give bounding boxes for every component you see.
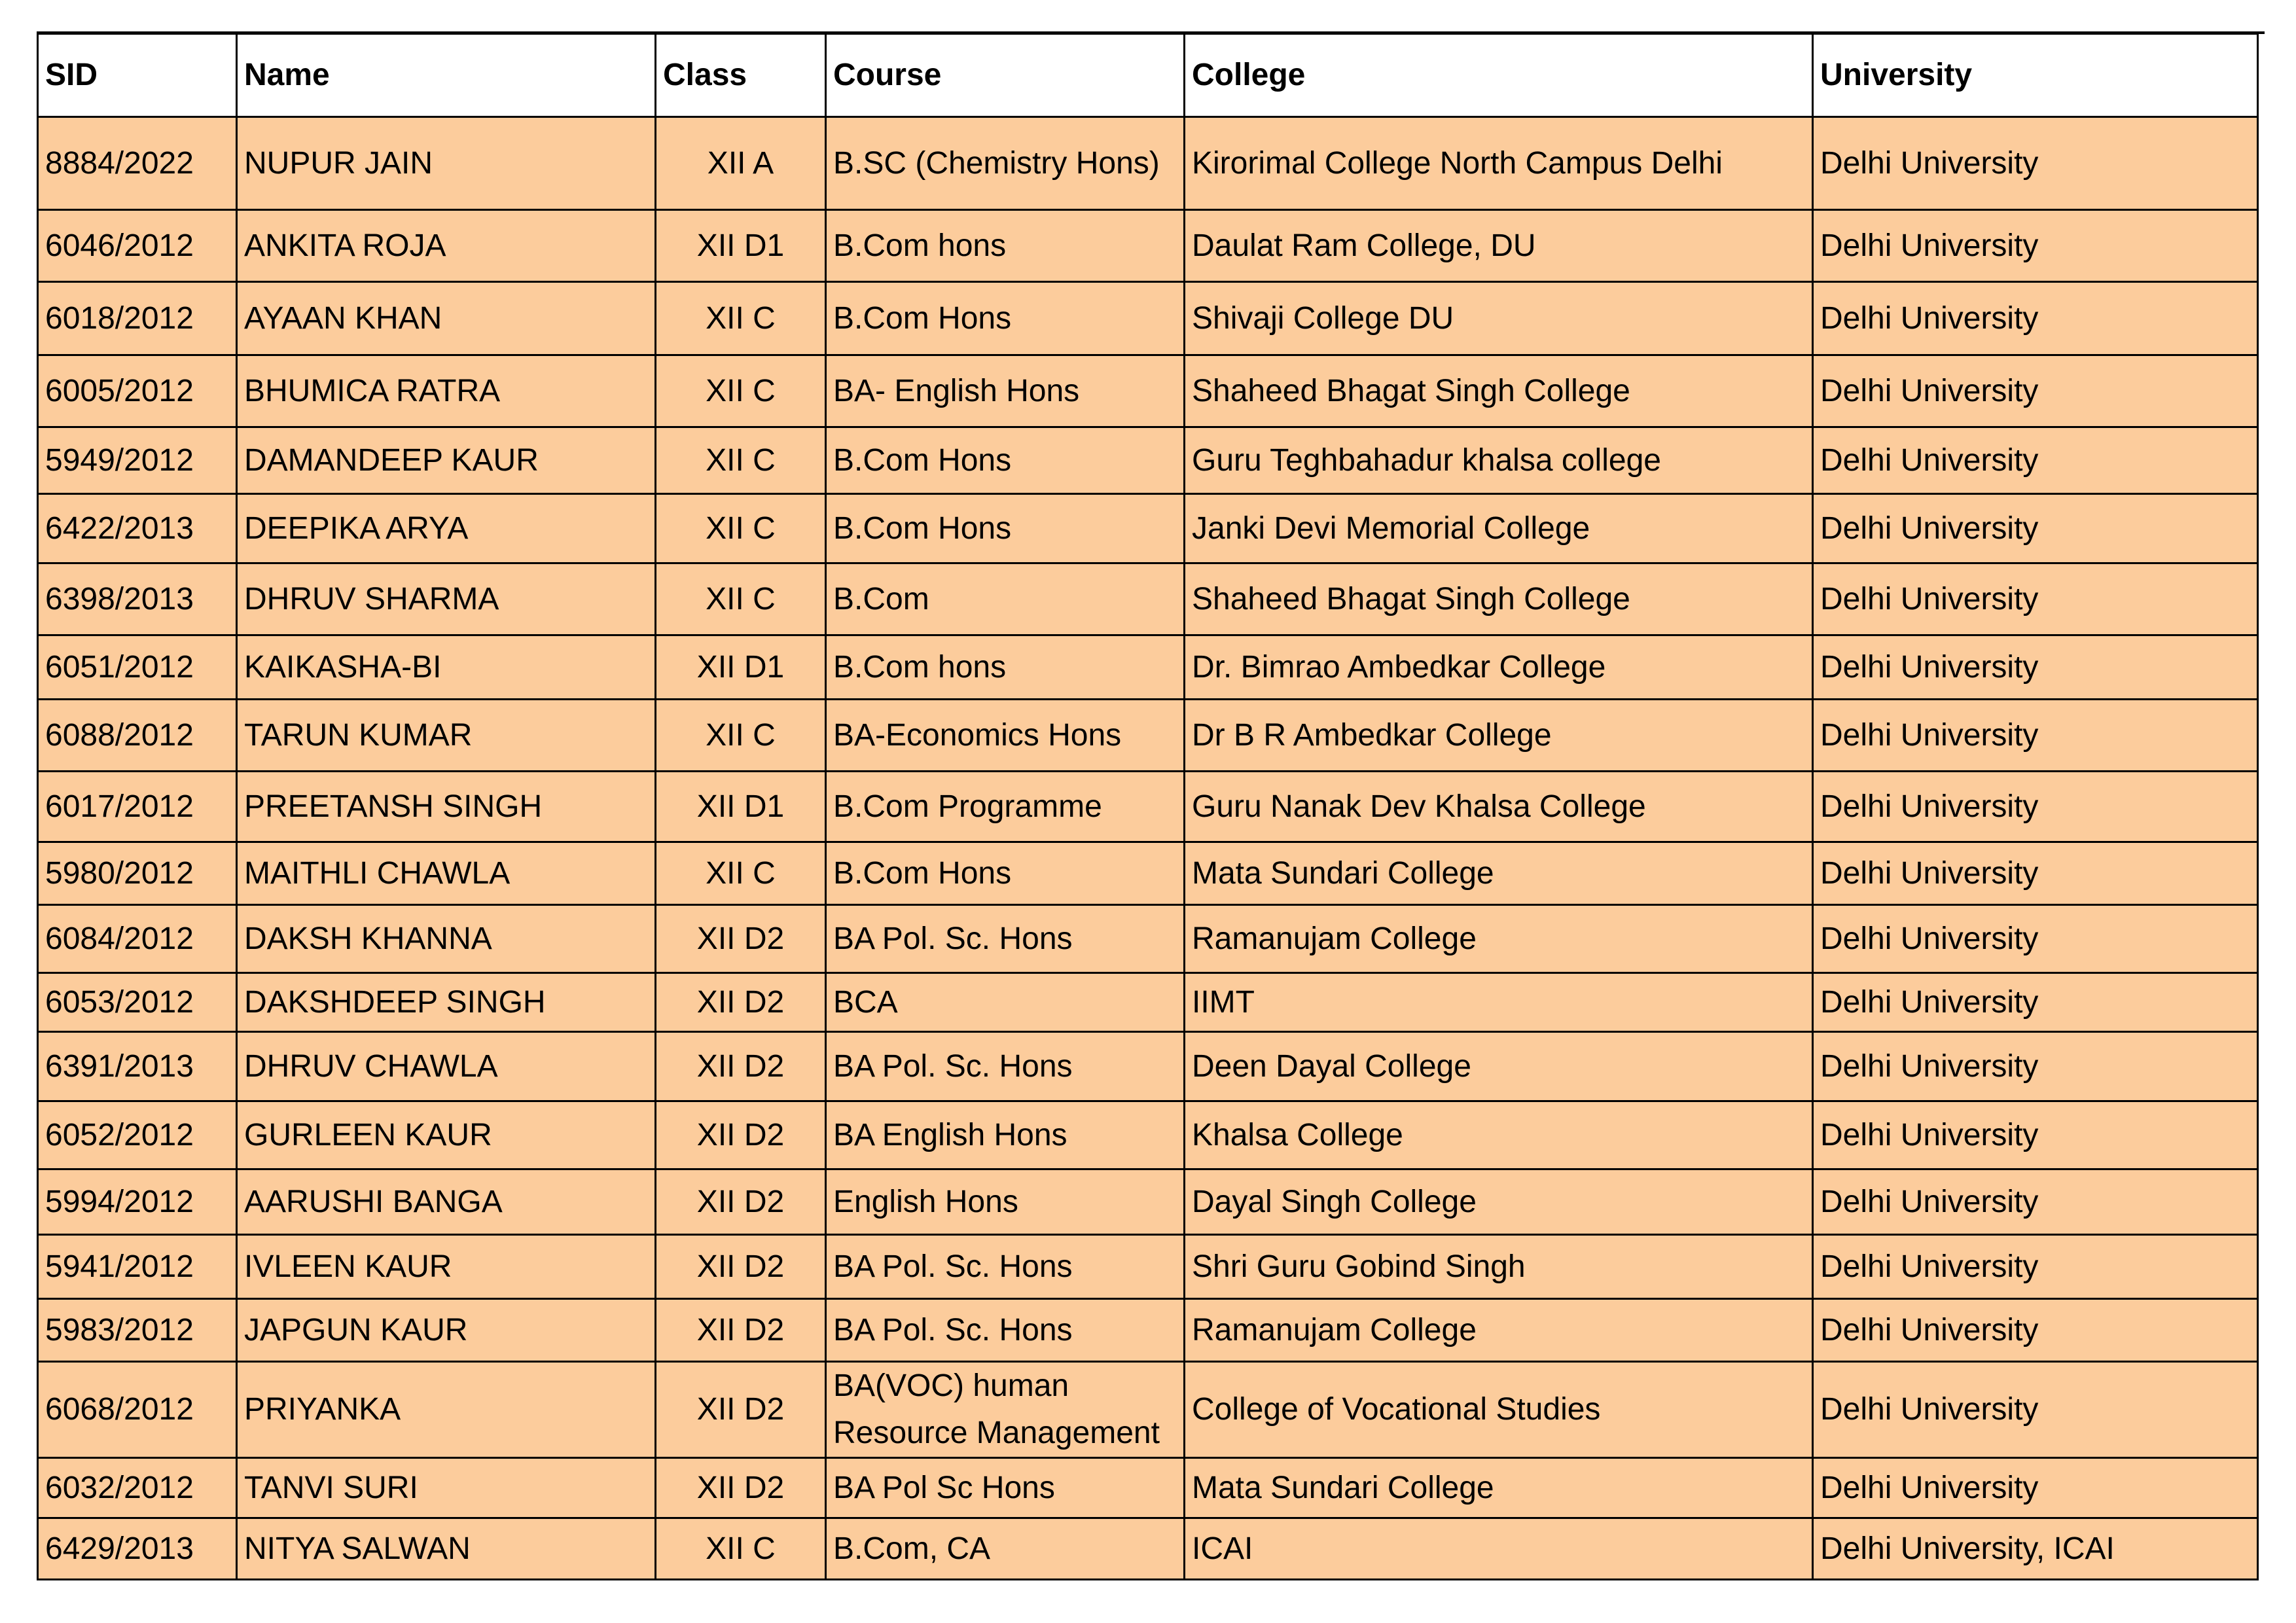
table-row <box>38 1235 2258 1299</box>
cell-college: College of Vocational Studies <box>1185 1362 1813 1458</box>
cell-sid: 6005/2012 <box>38 355 237 427</box>
header-class: Class <box>656 34 826 117</box>
cell-college: ICAI <box>1185 1518 1813 1580</box>
cell-course: BA Pol Sc Hons <box>826 1458 1185 1518</box>
cell-name: JAPGUN KAUR <box>237 1299 656 1362</box>
cell-name: DAKSH KHANNA <box>237 905 656 973</box>
cell-class: XII D2 <box>656 1101 826 1169</box>
cell-sid: 6429/2013 <box>38 1518 237 1580</box>
cell-university: Delhi University <box>1813 1032 2258 1101</box>
table-row <box>38 973 2258 1032</box>
cell-class: XII D2 <box>656 1458 826 1518</box>
cell-class: XII C <box>656 563 826 635</box>
cell-sid: 6018/2012 <box>38 282 237 355</box>
cell-name: DHRUV SHARMA <box>237 563 656 635</box>
table-row <box>38 563 2258 635</box>
cell-name: TARUN KUMAR <box>237 700 656 772</box>
cell-university: Delhi University <box>1813 1458 2258 1518</box>
cell-class: XII D2 <box>656 1032 826 1101</box>
cell-course: BCA <box>826 973 1185 1032</box>
table-row <box>38 772 2258 842</box>
cell-class: XII D2 <box>656 973 826 1032</box>
cell-university: Delhi University <box>1813 973 2258 1032</box>
cell-college: Dr B R Ambedkar College <box>1185 700 1813 772</box>
cell-name: DEEPIKA ARYA <box>237 494 656 563</box>
cell-name: NUPUR JAIN <box>237 117 656 210</box>
cell-university: Delhi University <box>1813 355 2258 427</box>
cell-sid: 6052/2012 <box>38 1101 237 1169</box>
cell-class: XII A <box>656 117 826 210</box>
cell-university: Delhi University <box>1813 635 2258 700</box>
cell-course: B.Com <box>826 563 1185 635</box>
cell-name: BHUMICA RATRA <box>237 355 656 427</box>
cell-sid: 5949/2012 <box>38 427 237 494</box>
table-row <box>38 1518 2258 1580</box>
cell-class: XII D2 <box>656 1169 826 1235</box>
cell-course: BA English Hons <box>826 1101 1185 1169</box>
cell-course: B.Com Hons <box>826 842 1185 905</box>
cell-college: Khalsa College <box>1185 1101 1813 1169</box>
cell-course: B.SC (Chemistry Hons) <box>826 117 1185 210</box>
cell-college: Dr. Bimrao Ambedkar College <box>1185 635 1813 700</box>
cell-class: XII C <box>656 842 826 905</box>
cell-university: Delhi University <box>1813 117 2258 210</box>
cell-sid: 6051/2012 <box>38 635 237 700</box>
cell-college: Mata Sundari College <box>1185 1458 1813 1518</box>
cell-college: Ramanujam College <box>1185 905 1813 973</box>
cell-course: BA Pol. Sc. Hons <box>826 905 1185 973</box>
cell-university: Delhi University, ICAI <box>1813 1518 2258 1580</box>
cell-university: Delhi University <box>1813 905 2258 973</box>
cell-name: MAITHLI CHAWLA <box>237 842 656 905</box>
table-row <box>38 1032 2258 1101</box>
header-sid: SID <box>38 34 237 117</box>
cell-university: Delhi University <box>1813 700 2258 772</box>
cell-sid: 5994/2012 <box>38 1169 237 1235</box>
cell-college: Deen Dayal College <box>1185 1032 1813 1101</box>
cell-university: Delhi University <box>1813 1299 2258 1362</box>
cell-class: XII D2 <box>656 1362 826 1458</box>
cell-name: KAIKASHA-BI <box>237 635 656 700</box>
cell-course: B.Com Hons <box>826 494 1185 563</box>
cell-sid: 6068/2012 <box>38 1362 237 1458</box>
header-university: University <box>1813 34 2258 117</box>
table-row <box>38 427 2258 494</box>
cell-course: B.Com Programme <box>826 772 1185 842</box>
student-table-sheet <box>37 33 2257 1580</box>
cell-college: Janki Devi Memorial College <box>1185 494 1813 563</box>
cell-class: XII C <box>656 355 826 427</box>
cell-course: B.Com, CA <box>826 1518 1185 1580</box>
cell-name: PREETANSH SINGH <box>237 772 656 842</box>
header-name: Name <box>237 34 656 117</box>
cell-college: IIMT <box>1185 973 1813 1032</box>
cell-sid: 5980/2012 <box>38 842 237 905</box>
table-row <box>38 635 2258 700</box>
cell-university: Delhi University <box>1813 427 2258 494</box>
cell-course: B.Com Hons <box>826 282 1185 355</box>
cell-class: XII C <box>656 494 826 563</box>
cell-university: Delhi University <box>1813 1362 2258 1458</box>
table-row <box>38 1101 2258 1169</box>
cell-name: NITYA SALWAN <box>237 1518 656 1580</box>
cell-university: Delhi University <box>1813 1235 2258 1299</box>
table-row <box>38 842 2258 905</box>
cell-college: Ramanujam College <box>1185 1299 1813 1362</box>
cell-college: Kirorimal College North Campus Delhi <box>1185 117 1813 210</box>
cell-course: BA Pol. Sc. Hons <box>826 1235 1185 1299</box>
cell-course: BA-Economics Hons <box>826 700 1185 772</box>
cell-college: Shaheed Bhagat Singh College <box>1185 355 1813 427</box>
cell-sid: 6046/2012 <box>38 210 237 282</box>
cell-college: Mata Sundari College <box>1185 842 1813 905</box>
cell-university: Delhi University <box>1813 210 2258 282</box>
cell-class: XII C <box>656 427 826 494</box>
cell-class: XII D1 <box>656 635 826 700</box>
cell-name: ANKITA ROJA <box>237 210 656 282</box>
cell-name: GURLEEN KAUR <box>237 1101 656 1169</box>
cell-course: BA Pol. Sc. Hons <box>826 1032 1185 1101</box>
cell-course: B.Com hons <box>826 210 1185 282</box>
table-row <box>38 494 2258 563</box>
cell-name: DAMANDEEP KAUR <box>237 427 656 494</box>
cell-sid: 6032/2012 <box>38 1458 237 1518</box>
cell-college: Guru Nanak Dev Khalsa College <box>1185 772 1813 842</box>
cell-sid: 6398/2013 <box>38 563 237 635</box>
cell-class: XII D2 <box>656 1299 826 1362</box>
cell-name: PRIYANKA <box>237 1362 656 1458</box>
cell-name: AARUSHI BANGA <box>237 1169 656 1235</box>
table-row <box>38 355 2258 427</box>
cell-sid: 6053/2012 <box>38 973 237 1032</box>
table-row <box>38 1362 2258 1458</box>
cell-college: Daulat Ram College, DU <box>1185 210 1813 282</box>
cell-course: B.Com hons <box>826 635 1185 700</box>
cell-course: BA Pol. Sc. Hons <box>826 1299 1185 1362</box>
cell-university: Delhi University <box>1813 494 2258 563</box>
cell-course: BA- English Hons <box>826 355 1185 427</box>
cell-sid: 5983/2012 <box>38 1299 237 1362</box>
cell-name: IVLEEN KAUR <box>237 1235 656 1299</box>
cell-sid: 6422/2013 <box>38 494 237 563</box>
cell-name: DAKSHDEEP SINGH <box>237 973 656 1032</box>
cell-sid: 6088/2012 <box>38 700 237 772</box>
cell-sid: 5941/2012 <box>38 1235 237 1299</box>
table-row <box>38 1299 2258 1362</box>
student-table <box>37 33 2259 1580</box>
cell-sid: 6084/2012 <box>38 905 237 973</box>
table-row <box>38 905 2258 973</box>
cell-class: XII D2 <box>656 905 826 973</box>
cell-class: XII D2 <box>656 1235 826 1299</box>
cell-class: XII D1 <box>656 772 826 842</box>
cell-university: Delhi University <box>1813 1101 2258 1169</box>
table-row <box>38 1458 2258 1518</box>
cell-course: B.Com Hons <box>826 427 1185 494</box>
table-row <box>38 700 2258 772</box>
cell-class: XII D1 <box>656 210 826 282</box>
cell-class: XII C <box>656 700 826 772</box>
table-row <box>38 210 2258 282</box>
cell-university: Delhi University <box>1813 842 2258 905</box>
cell-college: Guru Teghbahadur khalsa college <box>1185 427 1813 494</box>
cell-course: English Hons <box>826 1169 1185 1235</box>
cell-name: AYAAN KHAN <box>237 282 656 355</box>
cell-university: Delhi University <box>1813 772 2258 842</box>
cell-sid: 6017/2012 <box>38 772 237 842</box>
cell-university: Delhi University <box>1813 1169 2258 1235</box>
cell-sid: 8884/2022 <box>38 117 237 210</box>
cell-university: Delhi University <box>1813 563 2258 635</box>
cell-course: BA(VOC) human Resource Management <box>826 1362 1185 1458</box>
table-row <box>38 1169 2258 1235</box>
cell-college: Shivaji College DU <box>1185 282 1813 355</box>
cell-university: Delhi University <box>1813 282 2258 355</box>
header-course: Course <box>826 34 1185 117</box>
cell-college: Dayal Singh College <box>1185 1169 1813 1235</box>
table-row <box>38 117 2258 210</box>
cell-name: DHRUV CHAWLA <box>237 1032 656 1101</box>
table-row <box>38 282 2258 355</box>
header-row <box>38 34 2258 117</box>
cell-class: XII C <box>656 282 826 355</box>
cell-name: TANVI SURI <box>237 1458 656 1518</box>
cell-college: Shri Guru Gobind Singh <box>1185 1235 1813 1299</box>
header-college: College <box>1185 34 1813 117</box>
cell-college: Shaheed Bhagat Singh College <box>1185 563 1813 635</box>
cell-sid: 6391/2013 <box>38 1032 237 1101</box>
cell-class: XII C <box>656 1518 826 1580</box>
